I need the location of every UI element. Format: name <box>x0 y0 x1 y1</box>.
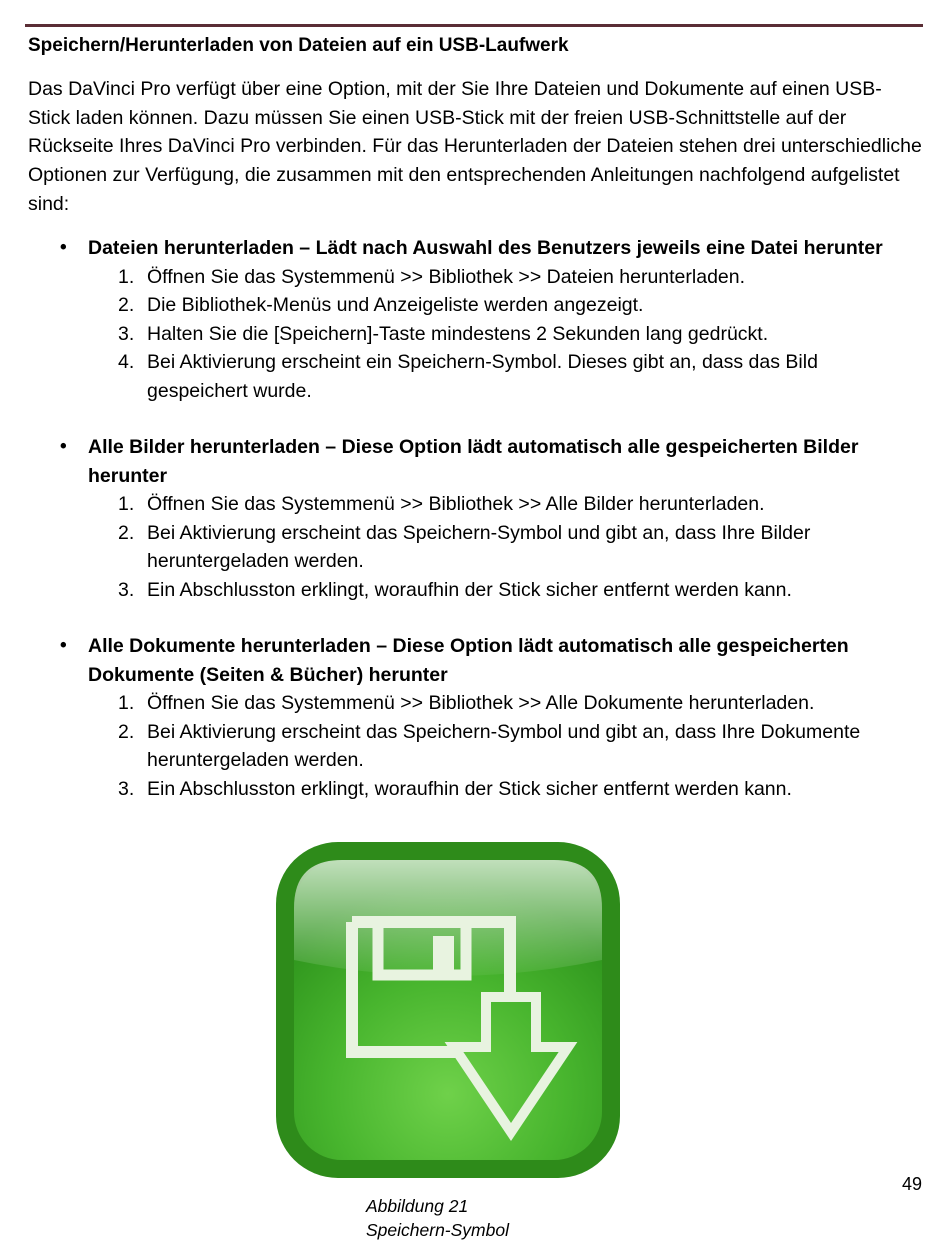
section-download-files <box>28 234 923 405</box>
list-item: 2. Die Bibliothek-Menüs und Anzeigeliste werden angezeigt. <box>118 294 644 316</box>
list-item: 3. Halten Sie die [Speichern]-Taste mindestens 2 Sekunden lang gedrückt. <box>118 322 769 345</box>
top-rule <box>25 24 923 27</box>
caption-line: Speichern-Symbol <box>366 1220 509 1240</box>
section-title <box>28 632 923 689</box>
section-title-text: Alle Dokumente herunterladen – Diese Option lädt automatisch alle gespeicherten Dokumente (Seiten & Bücher) herunter <box>88 635 849 686</box>
bullet-icon: • <box>60 635 67 656</box>
list-item: 4. Bei Aktivierung erscheint ein Speichern-Symbol. Dieses gibt an, dass das Bild gespeichert wurde. <box>118 351 818 402</box>
section-title-text: Dateien herunterladen – Lädt nach Auswahl des Benutzers jeweils eine Datei herunter <box>88 237 883 259</box>
section-title-text: Alle Bilder herunterladen – Diese Option lädt automatisch alle gespeicherten Bilder herunter <box>88 436 859 487</box>
save-download-icon <box>276 842 620 1178</box>
list-item: 3. Ein Abschlusston erklingt, woraufhin der Stick sicher entfernt werden kann. <box>118 578 792 601</box>
section-download-all-documents <box>28 632 923 803</box>
steps-list <box>28 263 923 406</box>
intro-paragraph: Das DaVinci Pro verfügt über eine Option, mit der Sie Ihre Dateien und Dokumente auf einen USB-Stick laden können. Dazu müssen Sie einen USB-Stick mit der freien USB-Schnittstelle auf der Rückseite Ihres DaVinci Pro verbinden. Für das Herunterladen der Dateien stehen drei unterschiedliche Optionen zur Verfügung, die zusammen mit den entsprechenden Anleitungen nachfolgend aufgelistet sind: <box>28 78 922 215</box>
section-title <box>28 234 923 263</box>
list-item: 1. Öffnen Sie das Systemmenü >> Bibliothek >> Dateien herunterladen. <box>118 265 746 288</box>
bullet-icon: • <box>60 436 67 457</box>
page-heading: Speichern/Herunterladen von Dateien auf ein USB-Laufwerk <box>28 35 569 56</box>
section-download-all-images <box>28 433 923 604</box>
caption-line: Abbildung 21 <box>366 1196 469 1216</box>
steps-list <box>28 689 923 803</box>
list-item: 1. Öffnen Sie das Systemmenü >> Bibliothek >> Alle Dokumente herunterladen. <box>118 692 815 714</box>
figure-caption <box>366 1194 509 1242</box>
bullet-icon: • <box>60 237 67 258</box>
section-title <box>28 433 923 490</box>
list-item: 2. Bei Aktivierung erscheint das Speichern-Symbol und gibt an, dass Ihre Bilder heruntergeladen werden. <box>118 521 811 572</box>
list-item: 3. Ein Abschlusston erklingt, woraufhin der Stick sicher entfernt werden kann. <box>118 777 792 800</box>
page-number: 49 <box>902 1174 923 1194</box>
list-item: 1. Öffnen Sie das Systemmenü >> Bibliothek >> Alle Bilder herunterladen. <box>118 493 765 515</box>
steps-list <box>28 490 923 604</box>
list-item: 2. Bei Aktivierung erscheint das Speichern-Symbol und gibt an, dass Ihre Dokumente heruntergeladen werden. <box>118 720 861 771</box>
